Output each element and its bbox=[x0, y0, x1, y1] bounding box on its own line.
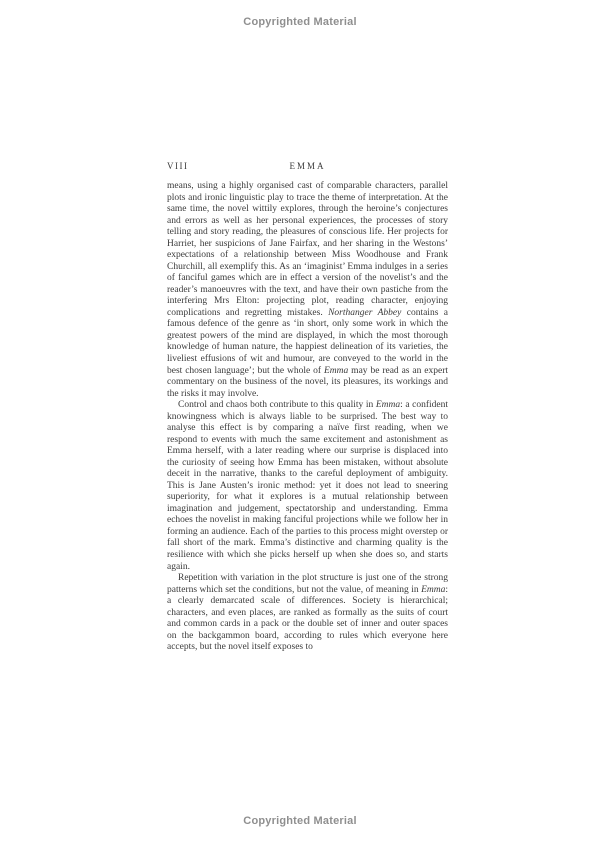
page-number: VIII bbox=[167, 161, 189, 171]
page-header bbox=[167, 161, 448, 173]
text-run: : a confident knowingness which is always liable to be surprised. The best way to analyse this effect is by comparing a naïve first reading, when we respond to events with much the same excitement and astonishment as Emma herself, with a later reading where our surprise is displaced into the curiosity of seeing how Emma has been mistaken, without absolute deceit in the narrative, thanks to the careful deployment of ambiguity. This is Jane Austen’s ironic method: yet it does not lead to sneering superiority, for what it explores is a mutual relationship between imagination and judgement, spectatorship and understanding. Emma echoes the novelist in making fanciful projections while we follow her in forming an audience. Each of the parties to this process might overstep or fall short of the mark. Emma’s distinctive and charming quality is the resilience with which she picks herself up when she does so, and starts again. bbox=[167, 400, 449, 572]
text-run: Control and chaos both contribute to this quality in bbox=[178, 400, 376, 411]
body-paragraph bbox=[167, 181, 448, 400]
italic-text-run: Emma bbox=[421, 584, 446, 595]
copyright-notice-top: Copyrighted Material bbox=[243, 16, 357, 28]
copyright-notice-bottom: Copyrighted Material bbox=[243, 815, 357, 827]
body-paragraph bbox=[167, 400, 448, 573]
text-run: Repetition with variation in the plot structure is just one of the strong patterns which set the conditions, but not the value, of meaning in bbox=[167, 573, 448, 595]
text-run: may be read as an expert commentary on the business of the novel, its pleasures, its workings and the risks it may involve. bbox=[167, 365, 448, 399]
text-run: : a clearly demarcated scale of differences. Society is hierarchical; characters, and even places, are ranked as formally as the suits of court and common cards in a pack or the double set of inner and outer spaces on the backgammon board, according to rules which everyone here accepts, but the novel itself exposes to bbox=[167, 584, 448, 653]
running-title: EMMA bbox=[289, 161, 326, 171]
body-text bbox=[167, 181, 448, 654]
body-paragraph bbox=[167, 573, 448, 654]
text-run: contains a famous defence of the genre as ‘in short, only some work in which the greatest powers of the mind are displayed, in which the most thorough knowledge of human nature, the happiest delineation of its varieties, the liveliest effusions of wit and humour, are conveyed to the world in the best chosen language’; but the whole of bbox=[167, 307, 448, 376]
italic-text-run: Emma bbox=[324, 365, 349, 376]
italic-text-run: Northanger Abbey bbox=[328, 307, 402, 318]
italic-text-run: Emma bbox=[375, 400, 401, 411]
text-run: means, using a highly organised cast of comparable characters, parallel plots and ironic linguistic play to trace the theme of interpretation. At the same time, the novel wittily explores, through the heroine’s conjectures and errors as well as her personal experiences, the processes of story telling and story reading, the pleasures of conscious life. Her projects for Harriet, her suspicions of Jane Fairfax, and her sharing in the Westons’ expectations of a relationship between Miss Woodhouse and Frank Churchill, all exemplify this. As an ‘imaginist’ Emma indulges in a series of fanciful games which are in effect a version of the novelist’s and the reader’s manoeuvres with the text, and have their own pastiche from the interfering Mrs Elton: projecting plot, reading character, enjoying complications and regretting mistakes. bbox=[167, 181, 448, 318]
